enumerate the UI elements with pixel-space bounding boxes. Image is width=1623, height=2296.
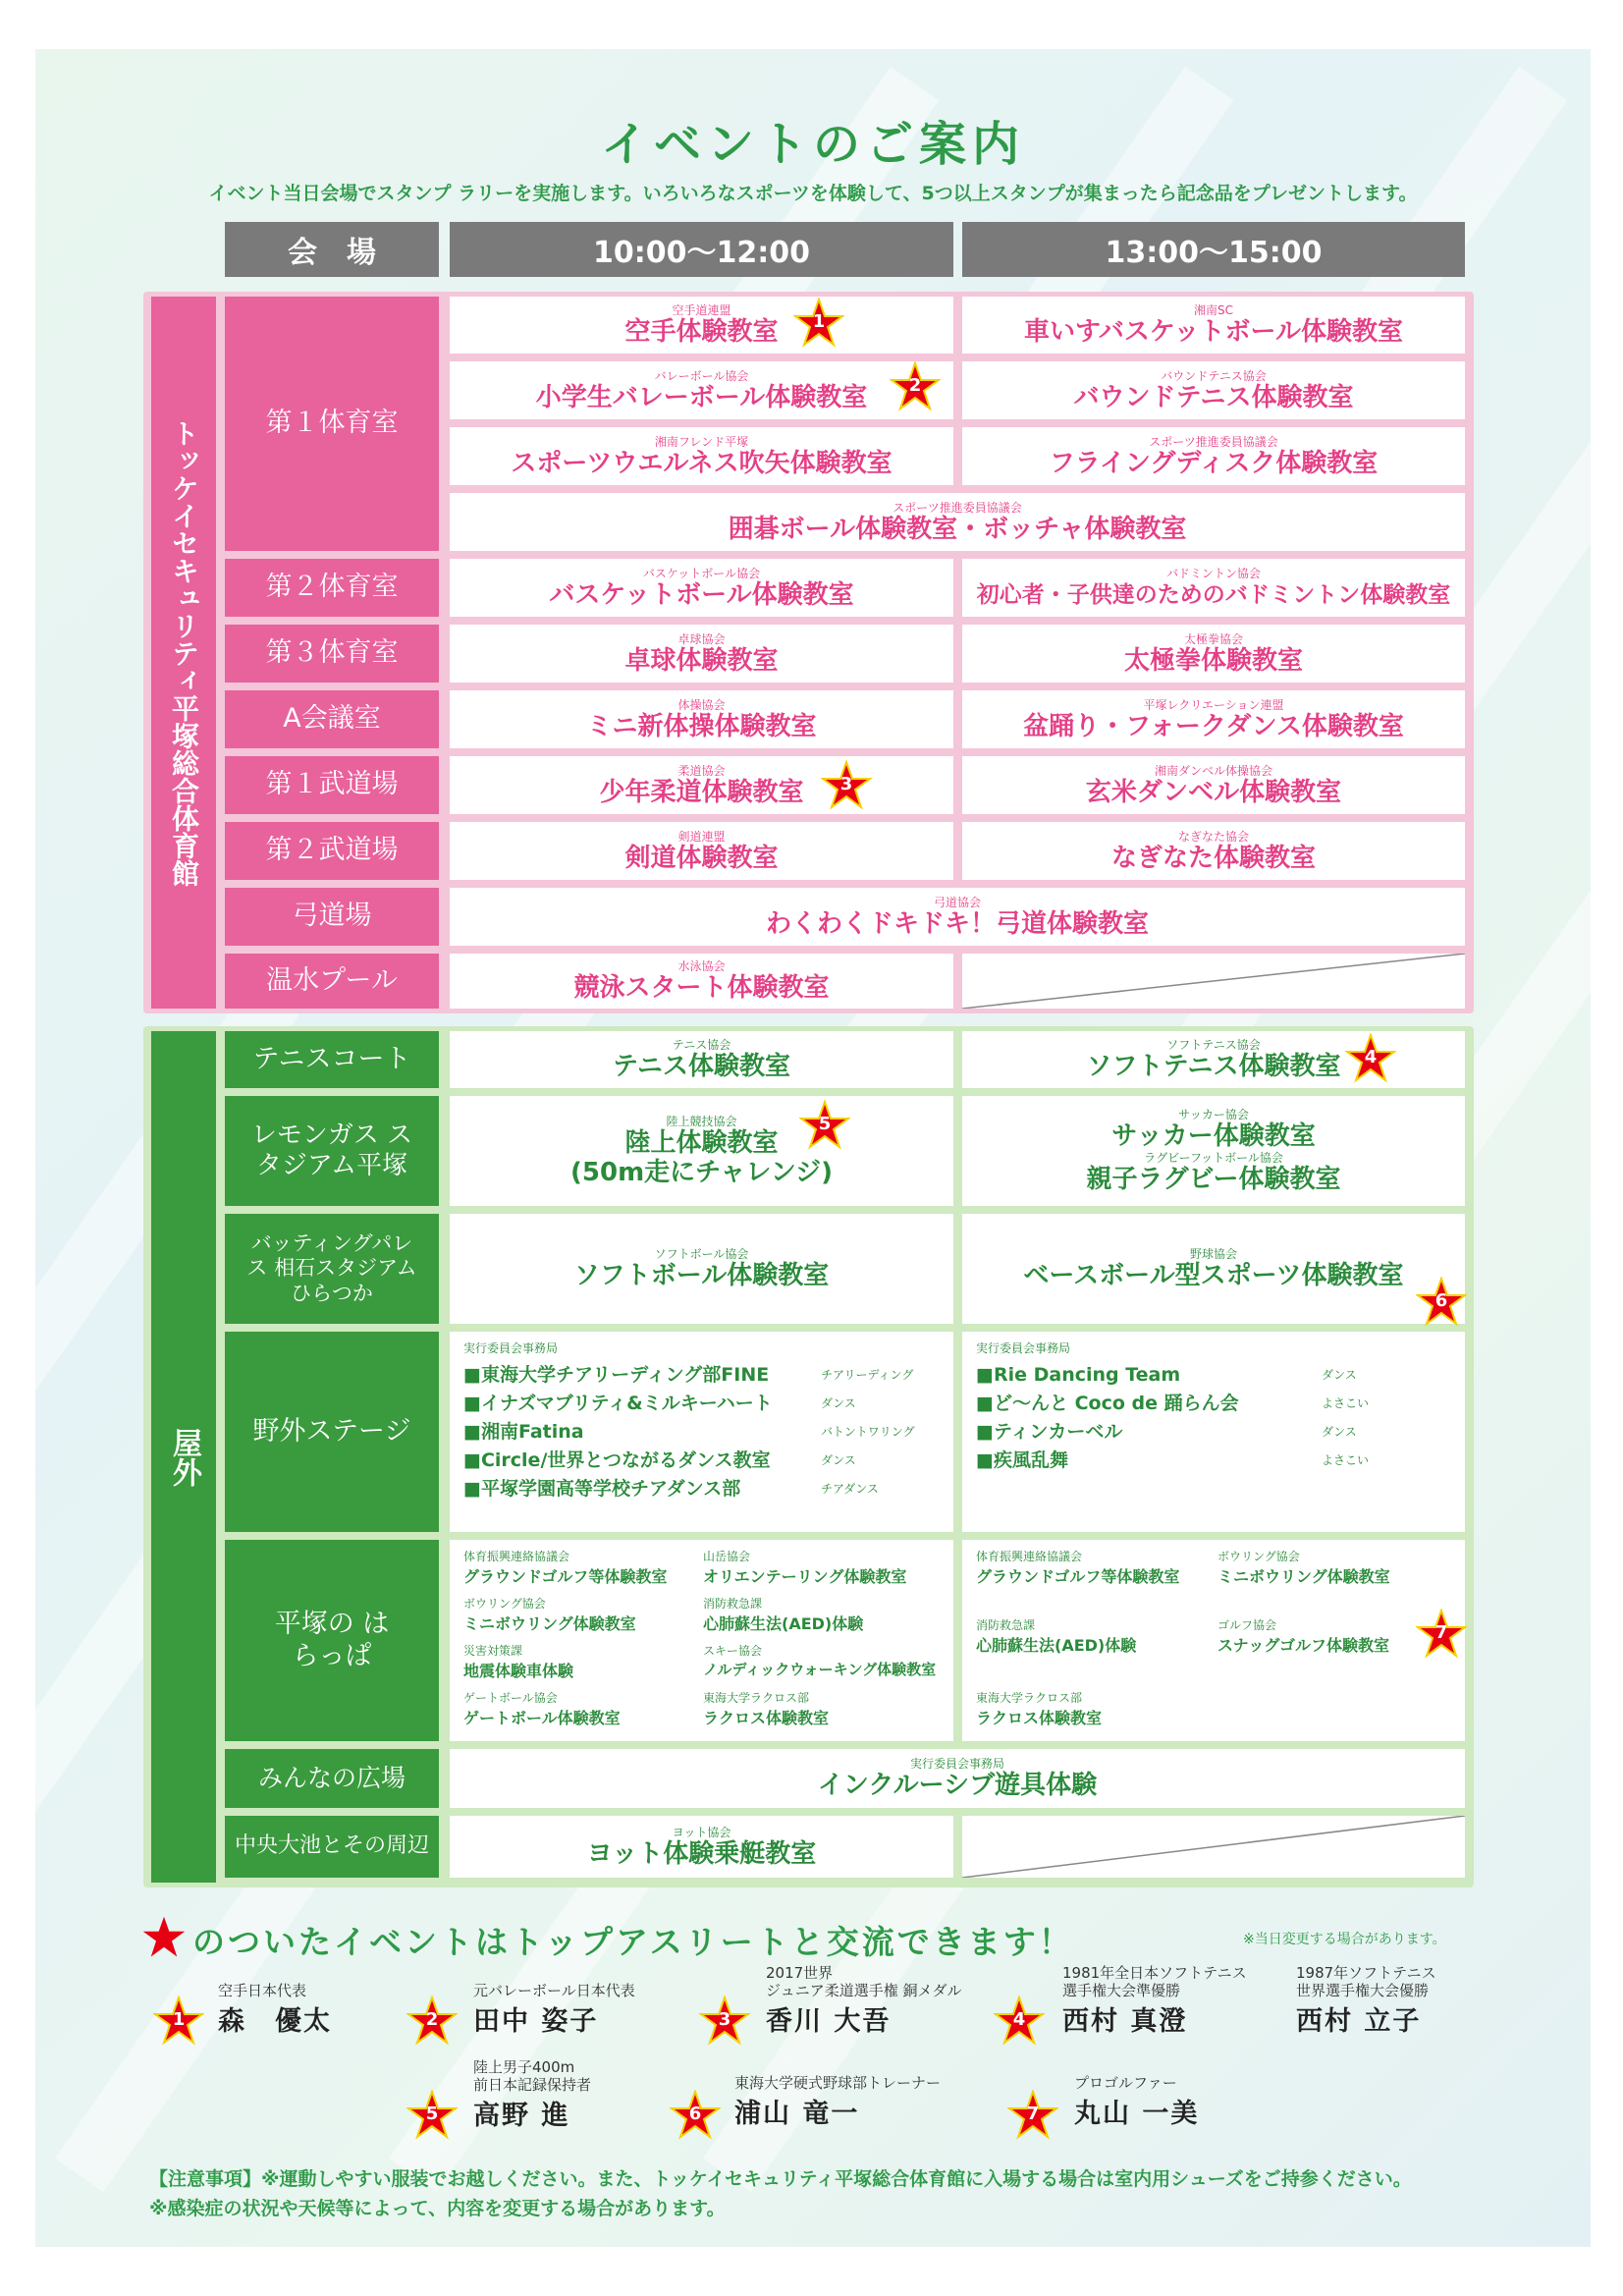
event-cell: 体操協会 ミニ新体操体験教室 [450,690,953,748]
athlete-5: 1987年ソフトテニス 世界選手権大会優勝 西村 立子 [1296,1964,1436,2037]
empty-cell [962,1816,1465,1878]
empty-cell [962,954,1465,1009]
stage-pm-org: 実行委員会事務局 [976,1341,1071,1355]
athlete-star-2: 2 [406,1995,458,2047]
venue-gym3: 第３体育室 [225,625,439,683]
harappa-item: ボウリング協会 ミニボウリング体験教室 [1217,1550,1390,1586]
venue-budojo2: 第２武道場 [225,822,439,880]
venue-meeting-room-a: A会議室 [225,690,439,748]
afternoon-header: 13:00～15:00 [962,222,1465,277]
event-cell: バドミントン協会 初心者・子供達のためのバドミントン体験教室 [962,559,1465,617]
harappa-item: 東海大学ラクロス部 ラクロス体験教室 [976,1691,1103,1727]
harappa-item: ゲートボール協会 ゲートボール体験教室 [463,1691,621,1727]
event-cell: テニス協会 テニス体験教室 [450,1031,953,1088]
list-item: ■Circle/世界とつながるダンス教室 [463,1449,771,1471]
athlete-8: プロゴルファー 丸山 一美 [1074,2074,1200,2129]
event-cell: 平塚レクリエーション連盟 盆踊り・フォークダンス体験教室 [962,690,1465,748]
event-cell: 野球協会 ベースボール型スポーツ体験教室 [962,1214,1465,1324]
stage-pm-list [976,1361,1310,1475]
genre-label: ダンス [821,1396,856,1410]
athlete-star-5: 5 [406,2090,458,2141]
intro-text: イベント当日会場でスタンプ ラリーを実施します。いろいろなスポーツを体験して、5つ以上スタンプが集まったら記念品をプレゼントします。 [208,183,1418,204]
list-item: ■ど～んと Coco de 踊らん会 [976,1393,1239,1414]
harappa-item: 消防救急課 心肺蘇生法(AED)体験 [703,1597,864,1633]
venue-tennis: テニスコート [225,1031,439,1088]
venue-harappa: 平塚の はらっぱ [225,1540,439,1741]
event-cell: バレーボール協会 小学生バレーボール体験教室 [450,361,953,419]
event-cell: 太極拳協会 太極拳体験教室 [962,625,1465,683]
event-cell: なぎなた協会 なぎなた体験教室 [962,822,1465,880]
athlete-star-7: 7 [1007,2090,1058,2141]
event-cell: ソフトボール協会 ソフトボール体験教室 [450,1214,953,1324]
notes-line-1: 【注意事項】※運動しやすい服装でお越しください。また、トッケイセキュリティ平塚総合体育館に入場する場合は室内用シューズをご持参ください。 [149,2168,1412,2190]
venue-kyudojo: 弓道場 [225,888,439,946]
harappa-item: 消防救急課 心肺蘇生法(AED)体験 [976,1618,1137,1655]
event-cell: 卓球協会 卓球体験教室 [450,625,953,683]
stars-note: ※当日変更する場合があります。 [1243,1932,1446,1947]
venue-gym1: 第１体育室 [225,297,439,551]
event-cell: スポーツ推進委員協議会 フライングディスク体験教室 [962,427,1465,485]
harappa-item: 体育振興連絡協議会 グラウンドゴルフ等体験教室 [976,1550,1180,1586]
star-badge-5: 5 [799,1100,850,1151]
star-badge-6: 6 [1416,1277,1467,1328]
star-badge-2: 2 [890,361,941,412]
stars-heading: のついたイベントはトップアスリートと交流できます！ [192,1923,1074,1961]
athlete-2: 元バレーボール日本代表 田中 姿子 [473,1982,635,2037]
harappa-item: ボウリング協会 ミニボウリング体験教室 [463,1597,636,1633]
venue-lemongas-stadium: レモンガス スタジアム平塚 [225,1096,439,1206]
event-cell: ソフトテニス協会 ソフトテニス体験教室 [962,1031,1465,1088]
notes-line-2: ※感染症の状況や天候等によって、内容を変更する場合があります。 [149,2198,726,2219]
event-cell: ヨット協会 ヨット体験乗艇教室 [450,1816,953,1878]
genre-label: チアダンス [821,1482,879,1496]
event-cell: バスケットボール協会 バスケットボール体験教室 [450,559,953,617]
event-cell: 空手道連盟 空手体験教室 [450,297,953,354]
event-cell: バウンドテニス協会 バウンドテニス体験教室 [962,361,1465,419]
page-title: イベントのご案内 [600,117,1025,172]
star-icon [141,1915,187,1960]
empty-slash [962,954,1465,1009]
list-item: ■湘南Fatina [463,1421,584,1443]
event-cell: 剣道連盟 剣道体験教室 [450,822,953,880]
event-cell-full: スポーツ推進委員協議会 囲碁ボール体験教室・ボッチャ体験教室 [450,493,1465,551]
star-badge-7: 7 [1416,1609,1467,1660]
genre-label: よさこい [1322,1453,1370,1467]
harappa-item: スキー協会 ノルディックウォーキング体験教室 [703,1644,937,1678]
athlete-star-3: 3 [699,1995,750,2047]
athlete-3: 2017世界 ジュニア柔道選手権 銅メダル 香川 大吾 [766,1964,962,2037]
harappa-item: 災害対策課 地震体験車体験 [463,1644,574,1680]
athlete-7: 東海大学硬式野球部トレーナー 浦山 竜一 [734,2074,942,2129]
stage-am-list [463,1361,837,1503]
harappa-item: ゴルフ協会 スナッグゴルフ体験教室 [1217,1618,1390,1655]
genre-label: ダンス [1322,1425,1357,1439]
venue-central-pond: 中央大池とその周辺 [225,1816,439,1878]
empty-slash [962,1816,1465,1878]
event-cell: 湘南ダンベル体操協会 玄米ダンベル体験教室 [962,756,1465,814]
athlete-star-1: 1 [153,1995,204,2047]
genre-label: よさこい [1322,1396,1370,1410]
event-cell: 陸上競技協会 陸上体験教室 (50m走にチャレンジ) [450,1096,953,1206]
list-item: ■イナズマブリティ&ミルキーハート [463,1393,773,1414]
harappa-item: 体育振興連絡協議会 グラウンドゴルフ等体験教室 [463,1550,668,1586]
morning-header: 10:00～12:00 [450,222,953,277]
event-cell: 水泳協会 競泳スタート体験教室 [450,954,953,1009]
venue-budojo1: 第１武道場 [225,756,439,814]
event-cell: 柔道協会 少年柔道体験教室 [450,756,953,814]
list-item: ■Rie Dancing Team [976,1364,1181,1386]
stage-pm-genres [1322,1361,1439,1475]
venue-minna-plaza: みんなの広場 [225,1749,439,1808]
event-cell: 湘南フレンド平塚 スポーツウエルネス吹矢体験教室 [450,427,953,485]
event-cell: サッカー協会 サッカー体験教室 ラグビーフットボール協会 親子ラグビー体験教室 [962,1096,1465,1206]
stage-am-org: 実行委員会事務局 [463,1341,559,1355]
stage-am-genres [821,1361,948,1503]
harappa-item: 東海大学ラクロス部 ラクロス体験教室 [703,1691,830,1727]
list-item: ■疾風乱舞 [976,1449,1068,1471]
genre-label: ダンス [821,1453,856,1467]
indoor-building-label: トッケイセキュリティ平塚総合体育館 [151,297,216,1009]
venue-batting-palace: バッティングパレス 相石スタジアムひらつか [225,1214,439,1324]
flyer-page [35,49,1591,2247]
event-cell: 湘南SC 車いすバスケットボール体験教室 [962,297,1465,354]
event-cell-full: 実行委員会事務局 インクルーシブ遊具体験 [450,1749,1465,1808]
athlete-4: 1981年全日本ソフトテニス 選手権大会準優勝 西村 真澄 [1062,1964,1247,2037]
list-item: ■平塚学園高等学校チアダンス部 [463,1478,741,1500]
genre-label: バトントワリング [821,1425,915,1439]
list-item: ■東海大学チアリーディング部FINE [463,1364,770,1386]
genre-label: ダンス [1322,1368,1357,1382]
star-badge-3: 3 [821,760,872,811]
genre-label: チアリーディング [821,1368,914,1382]
harappa-item: 山岳協会 オリエンテーリング体験教室 [703,1550,907,1586]
outdoor-label: 屋外 [151,1031,216,1883]
venue-gym2: 第２体育室 [225,559,439,617]
athlete-6: 陸上男子400m 前日本記録保持者 高野 進 [473,2058,592,2131]
venue-outdoor-stage: 野外ステージ [225,1332,439,1532]
venue-header: 会 場 [225,222,439,277]
star-badge-1: 1 [793,298,844,349]
venue-pool: 温水プール [225,954,439,1009]
athlete-1: 空手日本代表 森 優太 [218,1982,332,2037]
athlete-star-6: 6 [670,2090,721,2141]
star-badge-4: 4 [1345,1033,1396,1084]
event-cell-full: 弓道協会 わくわくドキドキ！弓道体験教室 [450,888,1465,946]
list-item: ■ティンカーベル [976,1421,1123,1443]
athlete-star-4: 4 [994,1995,1045,2047]
